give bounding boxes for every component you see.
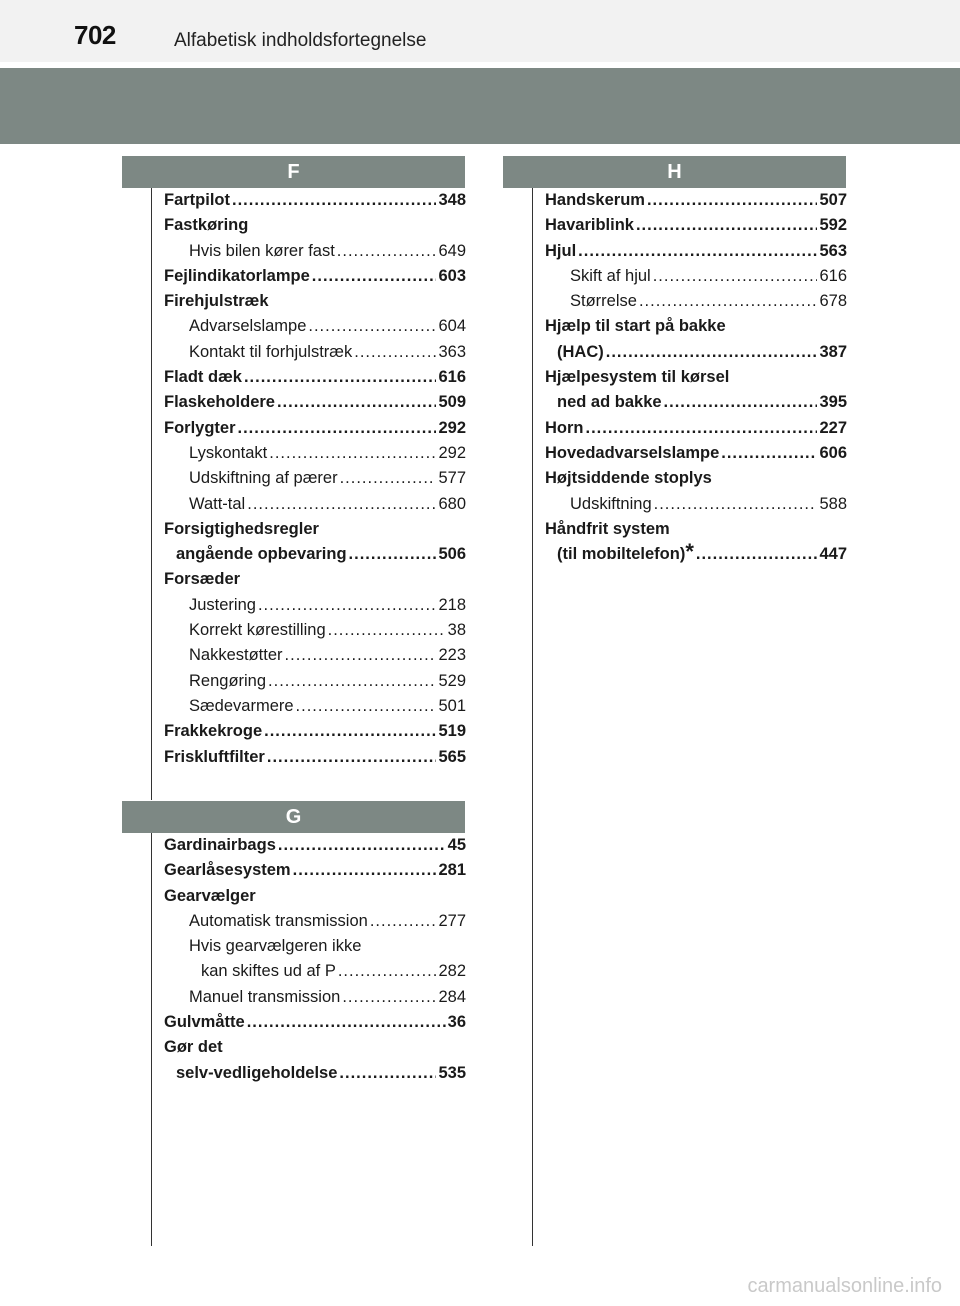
index-entry bbox=[545, 343, 847, 368]
index-entry bbox=[164, 672, 466, 697]
dot-leader bbox=[370, 912, 437, 931]
entry-label: (til mobiltelefon) bbox=[557, 545, 686, 564]
index-entry bbox=[164, 1038, 466, 1063]
entry-page-number: 680 bbox=[438, 494, 466, 513]
section-header-h bbox=[503, 156, 846, 188]
dot-leader bbox=[349, 545, 437, 564]
entry-page-number: 292 bbox=[438, 443, 466, 462]
dot-leader bbox=[258, 596, 437, 615]
dot-leader bbox=[268, 672, 436, 691]
entry-label: Højtsiddende stoplys bbox=[545, 469, 712, 488]
column-rule bbox=[532, 188, 533, 1246]
dot-leader bbox=[312, 267, 437, 286]
index-list-h bbox=[545, 191, 847, 570]
entry-label: Havariblink bbox=[545, 216, 634, 235]
entry-label: ned ad bakke bbox=[557, 393, 662, 412]
index-entry bbox=[164, 596, 466, 621]
index-entry bbox=[545, 317, 847, 342]
index-entry bbox=[164, 1064, 466, 1089]
dot-leader bbox=[339, 1064, 436, 1083]
entry-page-number: 447 bbox=[819, 545, 847, 564]
entry-label: Handskerum bbox=[545, 191, 645, 209]
entry-label: Fartpilot bbox=[164, 191, 230, 209]
entry-page-number: 529 bbox=[438, 671, 466, 690]
entry-page-number: 292 bbox=[438, 418, 466, 437]
dot-leader bbox=[654, 495, 818, 514]
entry-label: Korrekt kørestilling bbox=[189, 621, 326, 640]
dot-leader bbox=[342, 988, 436, 1007]
index-entry bbox=[164, 697, 466, 722]
index-entry bbox=[545, 469, 847, 494]
header-band bbox=[0, 68, 960, 144]
index-entry bbox=[164, 646, 466, 671]
entry-label: angående opbevaring bbox=[176, 545, 347, 564]
index-entry bbox=[164, 317, 466, 342]
index-list-g bbox=[164, 836, 466, 1089]
entry-label: Hvis gearvælgeren ikke bbox=[189, 937, 362, 956]
entry-label: Rengøring bbox=[189, 671, 267, 690]
entry-label: selv-vedligeholdelse bbox=[176, 1063, 338, 1082]
entry-page-number: 387 bbox=[819, 342, 847, 361]
index-entry bbox=[545, 216, 847, 241]
entry-page-number: 38 bbox=[447, 621, 466, 640]
column-rule bbox=[151, 188, 152, 800]
index-entry bbox=[164, 292, 466, 317]
index-entry bbox=[164, 722, 466, 747]
header-bar bbox=[0, 0, 960, 62]
entry-page-number: 36 bbox=[447, 1013, 466, 1032]
dot-leader bbox=[278, 836, 446, 855]
index-entry bbox=[545, 191, 847, 216]
page-title: Alfabetisk indholdsfortegnelse bbox=[174, 30, 427, 51]
entry-page-number: 535 bbox=[438, 1063, 466, 1082]
index-entry bbox=[164, 621, 466, 646]
column-rule bbox=[151, 833, 152, 1246]
entry-page-number: 223 bbox=[438, 646, 466, 665]
section-header-g bbox=[122, 801, 465, 833]
entry-label: Frakkekroge bbox=[164, 722, 263, 741]
section-letter: F bbox=[287, 161, 300, 183]
dot-leader bbox=[696, 545, 818, 564]
entry-label: Hjælp til start på bakke bbox=[545, 317, 726, 336]
dot-leader bbox=[636, 216, 818, 235]
entry-label: Forsæder bbox=[164, 570, 241, 589]
entry-page-number: 227 bbox=[819, 418, 847, 437]
dot-leader bbox=[653, 267, 818, 286]
entry-label: kan skiftes ud af P bbox=[201, 962, 336, 981]
entry-page-number: 616 bbox=[819, 266, 847, 285]
index-entry bbox=[164, 368, 466, 393]
index-entry bbox=[545, 368, 847, 393]
entry-page-number: 282 bbox=[438, 962, 466, 981]
entry-label: Fastkøring bbox=[164, 216, 249, 235]
index-entry bbox=[164, 937, 466, 962]
index-entry bbox=[164, 570, 466, 595]
dot-leader bbox=[639, 292, 818, 311]
dot-leader bbox=[296, 697, 437, 716]
entry-page-number: 501 bbox=[438, 696, 466, 715]
index-entry bbox=[545, 495, 847, 520]
entry-label: Gearvælger bbox=[164, 886, 256, 905]
entry-label: Størrelse bbox=[570, 292, 637, 311]
entry-page-number: 281 bbox=[438, 861, 466, 880]
dot-leader bbox=[285, 646, 437, 665]
entry-page-number: 565 bbox=[438, 747, 466, 766]
entry-label: Gearlåsesystem bbox=[164, 861, 291, 880]
dot-leader bbox=[232, 191, 436, 210]
index-entry bbox=[164, 242, 466, 267]
section-letter: H bbox=[667, 161, 682, 183]
dot-leader bbox=[293, 861, 437, 880]
dot-leader bbox=[664, 393, 818, 412]
index-entry bbox=[545, 242, 847, 267]
entry-page-number: 678 bbox=[819, 292, 847, 311]
index-entry bbox=[164, 836, 466, 861]
entry-page-number: 348 bbox=[438, 191, 466, 209]
entry-label: Gulvmåtte bbox=[164, 1013, 245, 1032]
entry-label: Skift af hjul bbox=[570, 266, 651, 285]
entry-page-number: 506 bbox=[438, 545, 466, 564]
entry-label: Håndfrit system bbox=[545, 519, 670, 538]
index-entry bbox=[164, 444, 466, 469]
entry-page-number: 649 bbox=[438, 241, 466, 260]
dot-leader bbox=[277, 393, 437, 412]
dot-leader bbox=[308, 317, 436, 336]
index-entry bbox=[164, 748, 466, 773]
section-letter: G bbox=[285, 806, 302, 828]
index-entry bbox=[545, 444, 847, 469]
entry-page-number: 507 bbox=[819, 191, 847, 209]
index-entry bbox=[164, 912, 466, 937]
index-entry bbox=[164, 216, 466, 241]
index-entry: (til mobiltelefon) * ..... 447 bbox=[545, 545, 847, 570]
index-entry bbox=[164, 495, 466, 520]
section-header-f bbox=[122, 156, 465, 188]
entry-label: Hjul bbox=[545, 241, 577, 260]
entry-label: Udskiftning bbox=[570, 494, 652, 513]
entry-page-number: 588 bbox=[819, 494, 847, 513]
index-entry bbox=[164, 520, 466, 545]
index-entry bbox=[164, 393, 466, 418]
index-entry bbox=[545, 267, 847, 292]
dot-leader bbox=[606, 343, 818, 362]
entry-label: Horn bbox=[545, 418, 584, 437]
index-entry bbox=[545, 419, 847, 444]
index-entry bbox=[164, 988, 466, 1013]
index-entry bbox=[164, 267, 466, 292]
entry-label: Nakkestøtter bbox=[189, 646, 283, 665]
index-entry bbox=[545, 393, 847, 418]
index-entry bbox=[164, 469, 466, 494]
index-list-f bbox=[164, 191, 466, 773]
entry-label: Automatisk transmission bbox=[189, 911, 368, 930]
index-entry bbox=[164, 419, 466, 444]
entry-label: Friskluftfilter bbox=[164, 747, 265, 766]
page-number: 702 bbox=[74, 20, 116, 50]
index-entry bbox=[164, 962, 466, 987]
entry-label: Manuel transmission bbox=[189, 987, 341, 1006]
entry-label: (HAC) bbox=[557, 342, 604, 361]
entry-page-number: 284 bbox=[438, 987, 466, 1006]
dot-leader bbox=[247, 1013, 446, 1032]
index-entry bbox=[164, 343, 466, 368]
watermark-text: carmanualsonline.info bbox=[747, 1275, 942, 1297]
entry-page-number: 592 bbox=[819, 216, 847, 235]
entry-page-number: 616 bbox=[438, 368, 466, 387]
entry-label: Hvis bilen kører fast bbox=[189, 241, 335, 260]
dot-leader bbox=[340, 469, 437, 488]
dot-leader bbox=[267, 748, 437, 767]
entry-label: Hjælpesystem til kørsel bbox=[545, 368, 730, 387]
dot-leader bbox=[264, 722, 436, 741]
entry-page-number: 395 bbox=[819, 393, 847, 412]
dot-leader bbox=[578, 242, 817, 261]
index-entry bbox=[545, 292, 847, 317]
entry-label: Watt-tal bbox=[189, 494, 246, 513]
entry-page-number: 218 bbox=[438, 595, 466, 614]
entry-page-number: 509 bbox=[438, 393, 466, 412]
entry-label: Fladt dæk bbox=[164, 368, 242, 387]
entry-label: Advarselslampe bbox=[189, 317, 307, 336]
dot-leader bbox=[238, 419, 437, 438]
index-entry bbox=[164, 1013, 466, 1038]
entry-label: Gardinairbags bbox=[164, 836, 276, 854]
entry-label: Kontakt til forhjulstræk bbox=[189, 342, 353, 361]
entry-label: Firehjulstræk bbox=[164, 292, 269, 311]
dot-leader bbox=[244, 368, 437, 387]
entry-page-number: 45 bbox=[447, 836, 466, 854]
index-entry bbox=[545, 520, 847, 545]
dot-leader bbox=[328, 621, 446, 640]
dot-leader bbox=[586, 419, 818, 438]
dot-leader bbox=[338, 962, 437, 981]
entry-page-number: 606 bbox=[819, 443, 847, 462]
entry-label: Justering bbox=[189, 595, 256, 614]
entry-label: Gør det bbox=[164, 1038, 223, 1057]
dot-leader bbox=[647, 191, 818, 210]
entry-page-number: 577 bbox=[438, 469, 466, 488]
entry-label: Sædevarmere bbox=[189, 696, 294, 715]
dot-leader bbox=[247, 495, 436, 514]
entry-page-number: 603 bbox=[438, 266, 466, 285]
entry-label: Flaskeholdere bbox=[164, 393, 275, 412]
dot-leader bbox=[721, 444, 817, 463]
dot-leader bbox=[354, 343, 436, 362]
index-entry bbox=[164, 861, 466, 886]
entry-page-number: 277 bbox=[438, 911, 466, 930]
entry-page-number: 604 bbox=[438, 317, 466, 336]
entry-page-number: 363 bbox=[438, 342, 466, 361]
entry-label: Udskiftning af pærer bbox=[189, 469, 338, 488]
index-entry bbox=[164, 191, 466, 216]
index-entry bbox=[164, 545, 466, 570]
dot-leader bbox=[337, 242, 437, 261]
entry-page-number: 519 bbox=[438, 722, 466, 741]
index-entry bbox=[164, 887, 466, 912]
entry-label: Forsigtighedsregler bbox=[164, 519, 319, 538]
entry-label: Hovedadvarselslampe bbox=[545, 443, 720, 462]
dot-leader bbox=[269, 444, 436, 463]
entry-label: Fejlindikatorlampe bbox=[164, 266, 310, 285]
entry-label: Lyskontakt bbox=[189, 443, 268, 462]
entry-page-number: 563 bbox=[819, 241, 847, 260]
entry-label: Forlygter bbox=[164, 418, 236, 437]
